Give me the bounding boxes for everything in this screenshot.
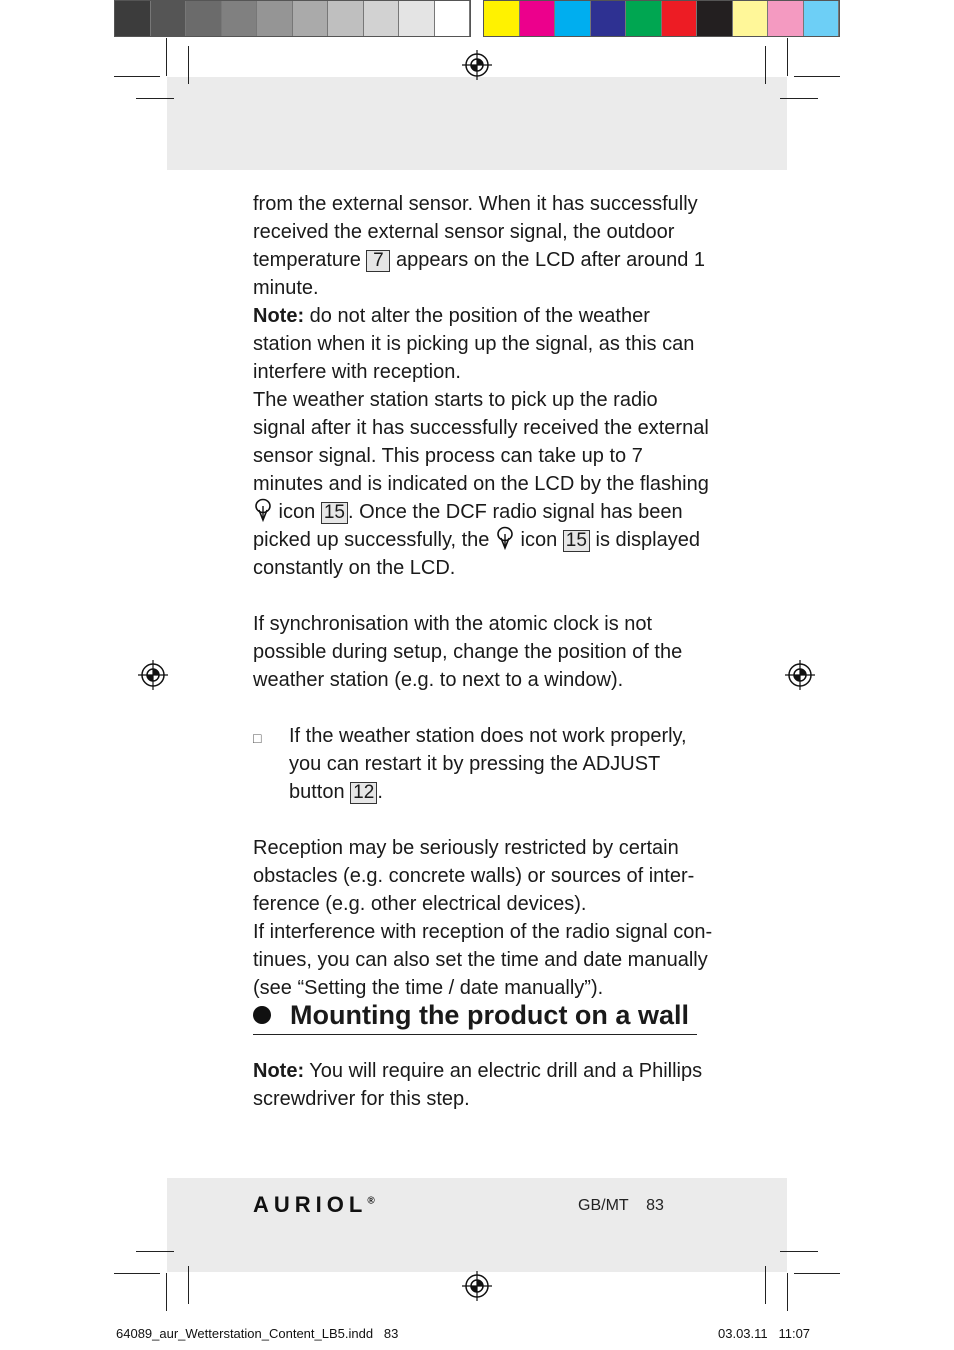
crop-mark xyxy=(114,76,160,77)
color-swatch xyxy=(364,1,400,36)
crop-mark xyxy=(794,1273,840,1274)
crop-mark xyxy=(765,1266,766,1304)
color-swatch xyxy=(591,1,627,36)
color-swatch xyxy=(222,1,258,36)
color-swatch xyxy=(662,1,698,36)
registration-mark-icon xyxy=(785,660,815,690)
crop-mark xyxy=(188,1266,189,1304)
color-swatch xyxy=(399,1,435,36)
registration-mark-icon xyxy=(462,1271,492,1301)
crop-mark xyxy=(787,38,788,76)
color-swatch xyxy=(733,1,769,36)
note-label: Note: xyxy=(253,305,305,327)
color-swatch xyxy=(804,1,840,36)
list-item-text: If the weather station does not work properly, you can restart it by pressing the ADJUST button 12 . xyxy=(289,725,687,803)
color-swatch xyxy=(293,1,329,36)
note-paragraph: Note: You will require an electric drill and a Phillips screwdriver for this step. xyxy=(253,1060,703,1110)
color-swatch xyxy=(257,1,293,36)
crop-mark xyxy=(765,46,766,84)
page-number: GB/MT 83 xyxy=(578,1197,664,1214)
color-swatch xyxy=(626,1,662,36)
crop-mark xyxy=(136,98,174,99)
slug-file-name: 64089_aur_Wetterstation_Content_LB5.indd 83 xyxy=(116,1326,399,1341)
crop-mark xyxy=(114,1273,160,1274)
antenna-icon xyxy=(253,498,273,522)
note-paragraph: Note: do not alter the position of the weather station when it is picking up the signal, as this can interfere with reception. xyxy=(253,305,695,383)
reference-number: 12 xyxy=(350,782,377,804)
reference-number: 15 xyxy=(321,502,348,524)
checkbox-bullet-icon: □ xyxy=(253,730,262,746)
reference-number: 15 xyxy=(563,530,590,552)
list-item xyxy=(253,722,713,806)
bullet-dot-icon xyxy=(253,1006,271,1024)
color-swatch xyxy=(328,1,364,36)
color-swatch-strip xyxy=(483,0,840,37)
color-swatch xyxy=(520,1,556,36)
brand-logo: AURIOL® xyxy=(253,1192,375,1217)
paragraph: If interference with reception of the radio signal con-tinues, you can also set the time and date manually (see “Setting the time / date manually”). xyxy=(253,921,713,999)
paragraph: Reception may be seriously restricted by certain obstacles (e.g. concrete walls) or sources of inter-ference (e.g. other electrical devices). xyxy=(253,837,695,915)
body-text xyxy=(253,190,713,1002)
crop-mark xyxy=(166,38,167,76)
header-band xyxy=(167,77,787,170)
paragraph: The weather station starts to pick up the radio signal after it has successfully received the external sensor signal. This process can take up to 7 minutes and is indicated on the LCD by the flashing icon 15 . Once the DCF radio signal has been picked up successfully, the icon 15 is displayed constantly on the LCD. xyxy=(253,389,709,579)
paragraph: If synchronisation with the atomic clock is not possible during setup, change the position of the weather station (e.g. to next to a window). xyxy=(253,613,683,691)
crop-mark xyxy=(166,1273,167,1311)
registration-mark-icon xyxy=(138,660,168,690)
crop-mark xyxy=(136,1251,174,1252)
registration-mark-icon xyxy=(462,50,492,80)
color-swatch xyxy=(768,1,804,36)
gray-swatch-strip xyxy=(114,0,471,37)
color-swatch xyxy=(115,1,151,36)
crop-mark xyxy=(780,98,818,99)
crop-mark xyxy=(794,76,840,77)
crop-mark xyxy=(787,1273,788,1311)
paragraph: from the external sensor. When it has successfully received the external sensor signal, the outdoor temperature 7 appears on the LCD after around 1 minute. xyxy=(253,193,706,299)
color-swatch xyxy=(555,1,591,36)
color-swatch xyxy=(697,1,733,36)
reference-number: 7 xyxy=(366,250,390,272)
note-label: Note: xyxy=(253,1060,305,1082)
section-heading: Mounting the product on a wall xyxy=(253,996,697,1035)
slug-date: 03.03.11 11:07 xyxy=(718,1326,811,1341)
crop-mark xyxy=(780,1251,818,1252)
color-swatch xyxy=(186,1,222,36)
color-swatch xyxy=(435,1,471,36)
crop-mark xyxy=(188,46,189,84)
color-swatch xyxy=(151,1,187,36)
antenna-icon xyxy=(495,526,515,550)
color-swatch xyxy=(484,1,520,36)
